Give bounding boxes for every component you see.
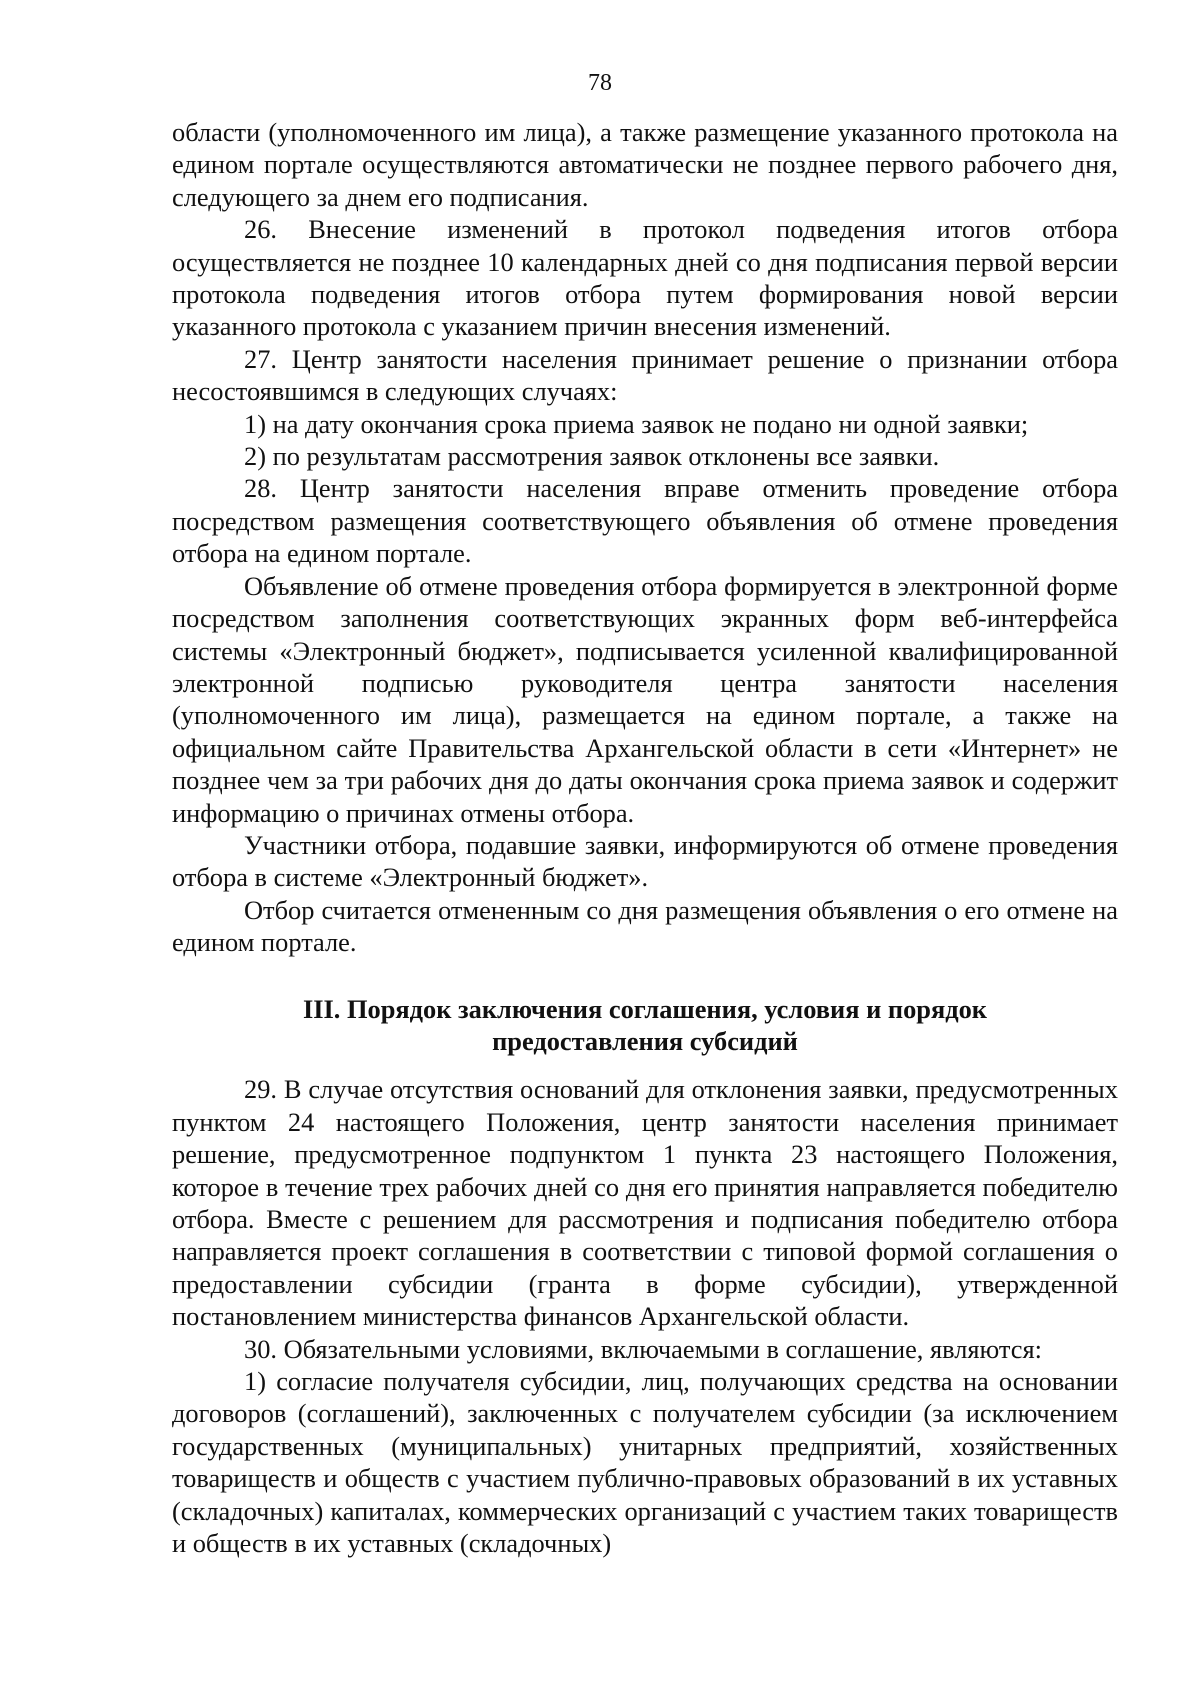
paragraphs-before-heading: [172, 116, 1118, 959]
paragraph: 1) на дату окончания срока приема заявок не подано ни одной заявки;: [244, 408, 1029, 439]
paragraph: области (уполномоченного им лица), а также размещение указанного протокола на едином портале осуществляются автоматически не позднее первого рабочего дня, следующего за днем его подписания.: [172, 117, 1118, 212]
section-heading-line-1: III. Порядок заключения соглашения, условия и порядок: [302, 993, 987, 1024]
page-number: 78: [588, 70, 612, 96]
section-heading-line-2: предоставления субсидий: [492, 1025, 798, 1056]
paragraphs-after-heading: [172, 1073, 1118, 1559]
document-body: [172, 116, 1118, 1559]
paragraph: 26. Внесение изменений в протокол подведения итогов отбора осуществляется не позднее 10 календарных дней со дня подписания первой версии протокола подведения итогов отбора путем формирования новой версии указанного протокола с указанием причин внесения изменений.: [172, 214, 1118, 342]
paragraph: Отбор считается отмененным со дня размещения объявления о его отмене на едином портале.: [172, 894, 1118, 958]
section-heading: [172, 993, 1118, 1058]
paragraph: 29. В случае отсутствия оснований для отклонения заявки, предусмотренных пунктом 24 настоящего Положения, центр занятости населения принимает решение, предусмотренное подпунктом 1 пункта 23 настоящего Положения, которое в течение трех рабочих дней со дня его принятия направляется победителю отбора. Вместе с решением для рассмотрения и подписания победителю отбора направляется проект соглашения в соответствии с типовой формой соглашения о предоставлении субсидии (гранта в форме субсидии), утвержденной постановлением министерства финансов Архангельской области.: [172, 1074, 1118, 1332]
paragraph: Объявление об отмене проведения отбора формируется в электронной форме посредством заполнения соответствующих экранных форм веб-интерфейса системы «Электронный бюджет», подписывается усиленной квалифицированной электронной подписью руководителя центра занятости населения (уполномоченного им лица), размещается на едином портале, а также на официальном сайте Правительства Архангельской области в сети «Интернет» не позднее чем за три рабочих дня до даты окончания срока приема заявок и содержит информацию о причинах отмены отбора.: [172, 570, 1118, 828]
paragraph: Участники отбора, подавшие заявки, информируются об отмене проведения отбора в системе «Электронный бюджет».: [172, 829, 1118, 893]
paragraph: 1) согласие получателя субсидии, лиц, получающих средства на основании договоров (соглашений), заключенных с получателем субсидии (за исключением государственных (муниципальных) унитарных предприятий, хозяйственных товариществ и обществ с участием публично-правовых образований в их уставных (складочных) капиталах, коммерческих организаций с участием таких товариществ и обществ в их уставных (складочных): [172, 1366, 1118, 1559]
paragraph: 30. Обязательными условиями, включаемыми в соглашение, являются:: [244, 1333, 1042, 1364]
paragraph: 28. Центр занятости населения вправе отменить проведение отбора посредством размещения соответствующего объявления об отмене проведения отбора на едином портале.: [172, 473, 1118, 569]
paragraph: 2) по результатам рассмотрения заявок отклонены все заявки.: [244, 441, 940, 472]
paragraph: 27. Центр занятости населения принимает решение о признании отбора несостоявшимся в следующих случаях:: [172, 343, 1118, 407]
